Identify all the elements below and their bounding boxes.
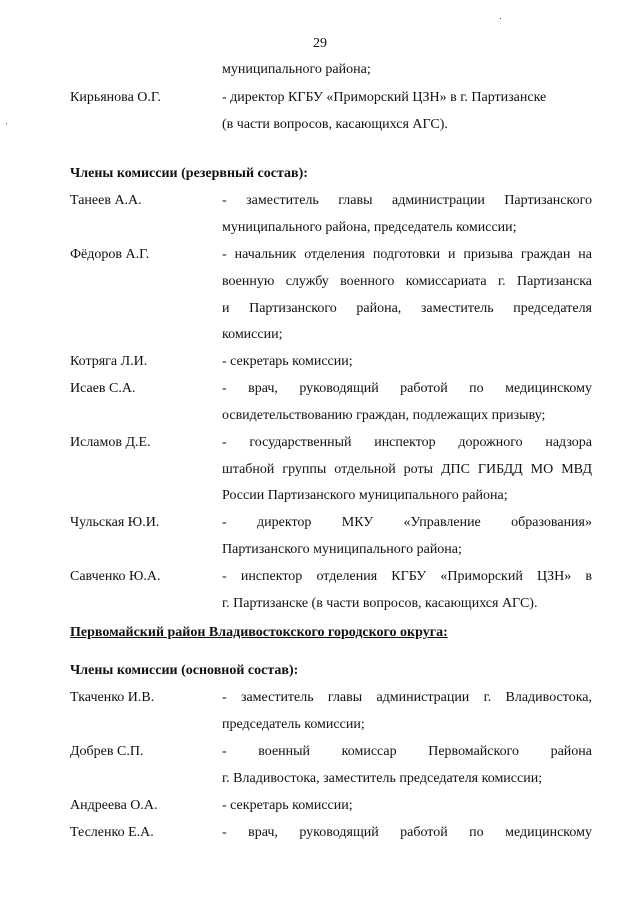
member-name: Чульская Ю.И. xyxy=(70,515,160,530)
member-role-line: - начальник отделения подготовки и призыва граждан на xyxy=(222,247,592,262)
member-role-line: - врач, руководящий работой по медицинскому xyxy=(222,825,592,840)
scan-speck xyxy=(6,123,7,124)
member-role-line: - директор МКУ «Управление образования» xyxy=(222,515,592,530)
member-name: Котряга Л.И. xyxy=(70,354,148,369)
page-number: 29 xyxy=(313,36,327,51)
member-role-line: Партизанского муниципального района; xyxy=(222,542,462,557)
member-name: Ткаченко И.В. xyxy=(70,690,155,705)
member-name: Андреева О.А. xyxy=(70,798,158,813)
member-name: Исламов Д.Е. xyxy=(70,435,151,450)
member-name: Танеев А.А. xyxy=(70,193,142,208)
member-role-line: - государственный инспектор дорожного надзора xyxy=(222,435,592,450)
member-role-line: комиссии; xyxy=(222,327,283,342)
reserve-heading: Члены комиссии (резервный состав): xyxy=(70,166,308,181)
member-role-line: - инспектор отделения КГБУ «Приморский ЦЗН» в xyxy=(222,569,592,584)
member-role-line: муниципального района, председатель комиссии; xyxy=(222,220,517,235)
member-name: Кирьянова О.Г. xyxy=(70,90,161,105)
member-role-line: освидетельствованию граждан, подлежащих призыву; xyxy=(222,408,546,423)
member-role-line: г. Владивостока, заместитель председателя комиссии; xyxy=(222,771,543,786)
member-role-line: штабной группы отдельной роты ДПС ГИБДД МО МВД xyxy=(222,462,592,477)
member-role-line: - военный комиссар Первомайского района xyxy=(222,744,592,759)
member-role-line: председатель комиссии; xyxy=(222,717,365,732)
member-role-line: России Партизанского муниципального района; xyxy=(222,488,508,503)
member-role-line: - секретарь комиссии; xyxy=(222,798,353,813)
member-role-line: - заместитель главы администрации Партизанского xyxy=(222,193,592,208)
member-role-line: - врач, руководящий работой по медицинскому xyxy=(222,381,592,396)
member-role-line: г. Партизанске (в части вопросов, касающихся АГС). xyxy=(222,596,538,611)
member-role-line: - секретарь комиссии; xyxy=(222,354,353,369)
member-role-line: военную службу военного комиссариата г. Партизанска xyxy=(222,274,592,289)
member-role-line: - директор КГБУ «Приморский ЦЗН» в г. Партизанске xyxy=(222,90,547,105)
member-name: Савченко Ю.А. xyxy=(70,569,161,584)
member-name: Исаев С.А. xyxy=(70,381,136,396)
scan-speck xyxy=(500,18,501,19)
member-name: Добрев С.П. xyxy=(70,744,144,759)
member-name: Фёдоров А.Г. xyxy=(70,247,150,262)
section-title: Первомайский район Владивостокского городского округа: xyxy=(70,625,448,640)
continuation-line: муниципального района; xyxy=(222,62,371,77)
member-role-line: (в части вопросов, касающихся АГС). xyxy=(222,117,448,132)
member-role-line: - заместитель главы администрации г. Владивостока, xyxy=(222,690,592,705)
member-role-line: и Партизанского района, заместитель председателя xyxy=(222,301,592,316)
member-name: Тесленко Е.А. xyxy=(70,825,154,840)
main-heading: Члены комиссии (основной состав): xyxy=(70,663,299,678)
